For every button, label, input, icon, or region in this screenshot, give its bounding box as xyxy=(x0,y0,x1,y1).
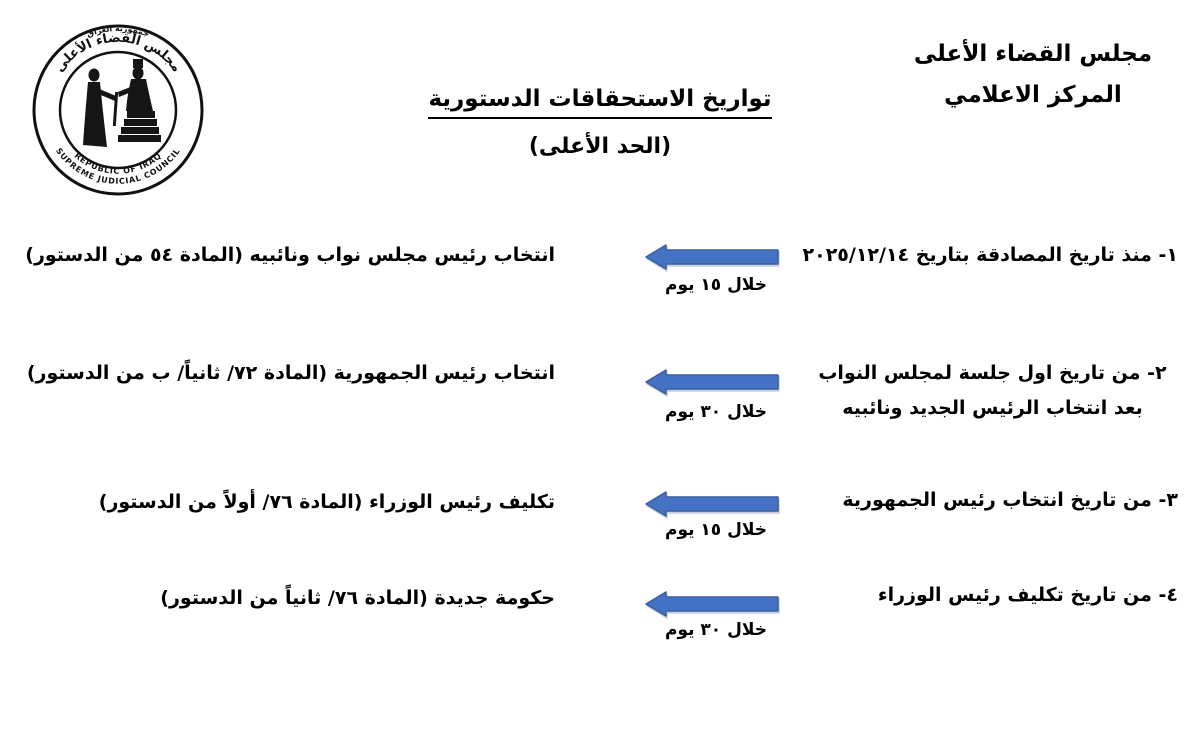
row-3-result: تكليف رئيس الوزراء (المادة ٧٦/ أولاً من الدستور) xyxy=(98,491,555,513)
title-block xyxy=(0,86,1200,159)
row-4-result: حكومة جديدة (المادة ٧٦/ ثانياً من الدستور) xyxy=(160,587,555,609)
dept-name: المركز الاعلامي xyxy=(944,82,1122,108)
row-2-source-line2: بعد انتخاب الرئيس الجديد ونائبيه xyxy=(842,397,1143,419)
row-1-source: ١- منذ تاريخ المصادقة بتاريخ ٢٠٢٥/١٢/١٤ xyxy=(802,244,1178,266)
left-arrow-icon xyxy=(644,368,780,396)
page-subtitle: (الحد الأعلى) xyxy=(528,134,672,159)
row-1-result: انتخاب رئيس مجلس نواب ونائبيه (المادة ٥٤ من الدستور) xyxy=(25,244,555,266)
seal-arc-republic-arabic: جمهورية العراق xyxy=(85,23,151,39)
row-2-source xyxy=(800,356,1185,426)
row-3-source: ٣- من تاريخ انتخاب رئيس الجمهورية xyxy=(842,489,1178,511)
row-4-source: ٤- من تاريخ تكليف رئيس الوزراء xyxy=(877,584,1178,606)
left-arrow-icon xyxy=(644,490,780,518)
page-title: تواريخ الاستحقاقات الدستورية xyxy=(428,86,771,119)
left-arrow-icon xyxy=(644,243,780,271)
seal-arc-council-english: SUPREME JUDICIAL COUNCIL xyxy=(53,146,183,186)
row-1-duration: خلال ١٥ يوم xyxy=(664,275,768,295)
org-name: مجلس القضاء الأعلى xyxy=(913,41,1153,67)
row-3-duration: خلال ١٥ يوم xyxy=(664,520,768,540)
row-2-duration: خلال ٣٠ يوم xyxy=(664,402,768,422)
seal-arc-republic-english: REPUBLIC OF IRAQ xyxy=(72,150,164,176)
row-4-duration: خلال ٣٠ يوم xyxy=(664,620,768,640)
left-arrow-icon xyxy=(644,590,780,618)
seal-arc-council-arabic: مجلس القضاء الأعلى xyxy=(52,30,184,76)
row-2-source-line1: ٢- من تاريخ اول جلسة لمجلس النواب xyxy=(818,362,1167,384)
row-2-result: انتخاب رئيس الجمهورية (المادة ٧٢/ ثانياً/ ب من الدستور) xyxy=(26,362,555,384)
